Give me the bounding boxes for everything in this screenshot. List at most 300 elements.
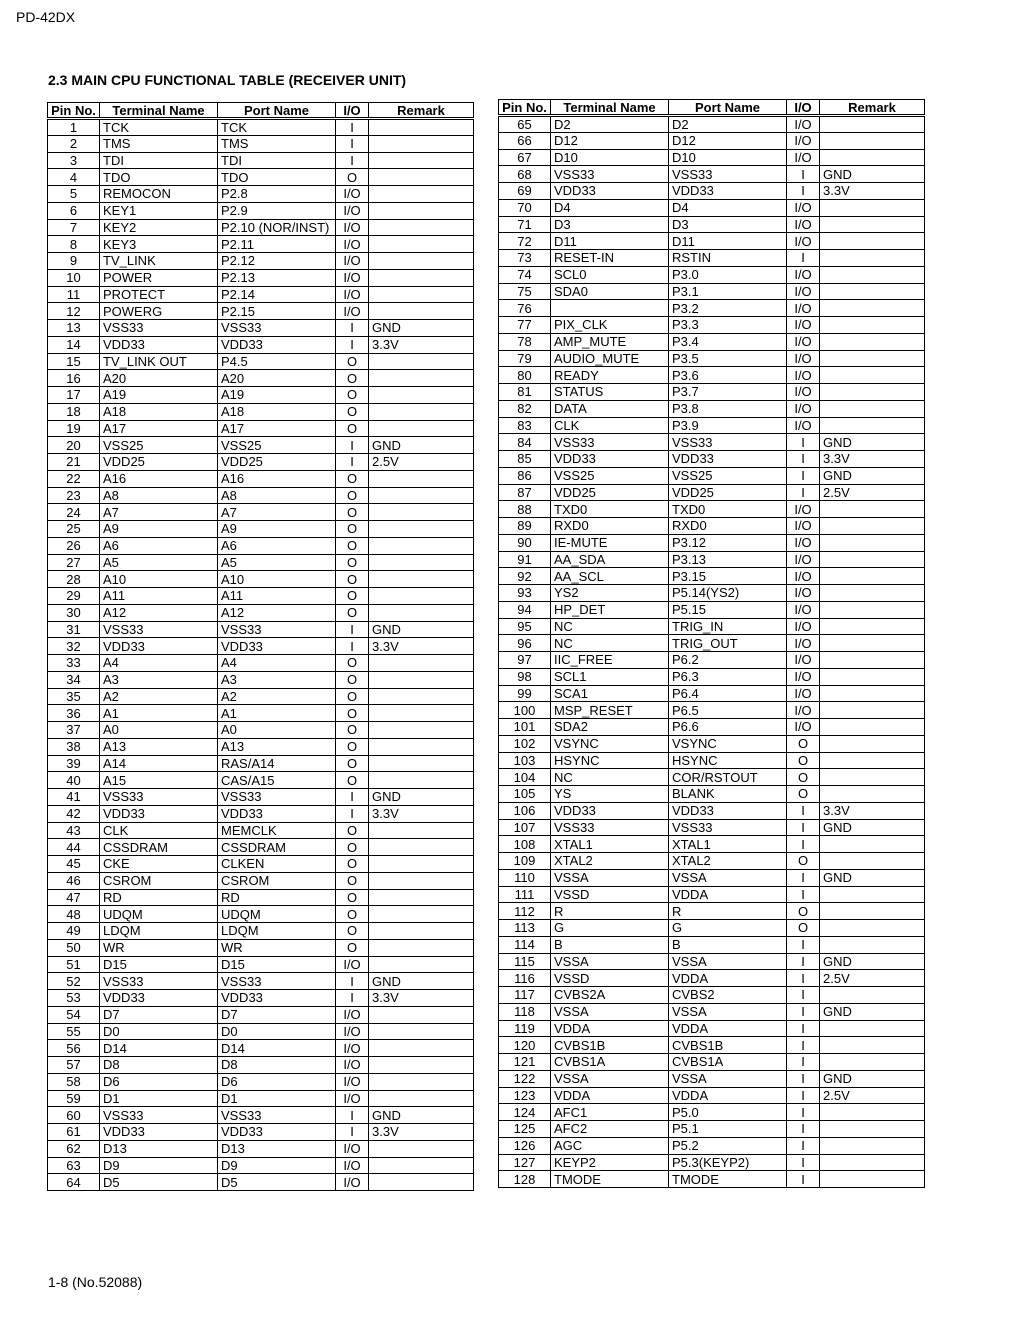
remark-cell: [820, 652, 925, 669]
table-row: [48, 805, 474, 822]
port-name-cell: P3.5: [669, 350, 787, 367]
port-name-cell: CSSDRAM: [218, 839, 336, 856]
io-cell: O: [787, 769, 820, 786]
terminal-name-cell: PIX_CLK: [551, 317, 669, 334]
port-name-cell: D13: [218, 1140, 336, 1157]
terminal-name-cell: D8: [100, 1057, 218, 1074]
io-cell: I: [336, 973, 369, 990]
remark-cell: [820, 417, 925, 434]
port-name-cell: P3.3: [669, 317, 787, 334]
table-row: [48, 705, 474, 722]
terminal-name-cell: A4: [100, 655, 218, 672]
terminal-name-cell: AFC1: [551, 1104, 669, 1121]
table-row: [499, 266, 925, 283]
terminal-name-cell: A15: [100, 772, 218, 789]
terminal-name-cell: VDD33: [551, 183, 669, 200]
table-row: [499, 317, 925, 334]
pin-no-cell: 126: [499, 1137, 551, 1154]
terminal-name-cell: VSSD: [551, 970, 669, 987]
port-name-cell: TDI: [218, 152, 336, 169]
pin-no-cell: 46: [48, 872, 100, 889]
io-cell: O: [787, 735, 820, 752]
pin-no-cell: 90: [499, 534, 551, 551]
table-row: [48, 135, 474, 152]
io-cell: I/O: [336, 253, 369, 270]
pin-no-cell: 18: [48, 403, 100, 420]
io-cell: I: [787, 1171, 820, 1188]
io-cell: I: [336, 119, 369, 136]
remark-cell: [820, 1171, 925, 1188]
terminal-name-cell: D6: [100, 1073, 218, 1090]
port-name-cell: MEMCLK: [218, 822, 336, 839]
port-name-cell: P3.6: [669, 367, 787, 384]
table-row: [499, 250, 925, 267]
io-cell: I/O: [787, 350, 820, 367]
remark-cell: GND: [369, 320, 474, 337]
terminal-name-cell: TMODE: [551, 1171, 669, 1188]
terminal-name-cell: VDDA: [551, 1087, 669, 1104]
io-cell: I/O: [336, 1040, 369, 1057]
remark-cell: [820, 786, 925, 803]
pin-no-cell: 53: [48, 990, 100, 1007]
terminal-name-cell: VSSA: [551, 869, 669, 886]
table-row: [48, 939, 474, 956]
table-row: [499, 987, 925, 1004]
table-row: [499, 1121, 925, 1138]
pin-no-cell: 93: [499, 585, 551, 602]
remark-cell: [369, 872, 474, 889]
table-row: [499, 685, 925, 702]
io-cell: I: [787, 467, 820, 484]
io-cell: O: [336, 772, 369, 789]
remark-cell: [369, 1157, 474, 1174]
terminal-name-cell: A19: [100, 387, 218, 404]
port-name-cell: P2.10 (NOR/INST): [218, 219, 336, 236]
remark-cell: [820, 216, 925, 233]
port-name-cell: VDD33: [218, 336, 336, 353]
port-name-cell: P2.15: [218, 303, 336, 320]
port-name-cell: P6.5: [669, 702, 787, 719]
terminal-name-cell: D11: [551, 233, 669, 250]
table-row: [499, 1054, 925, 1071]
table-row: [499, 1003, 925, 1020]
pin-no-cell: 125: [499, 1121, 551, 1138]
remark-cell: [820, 400, 925, 417]
col-io: I/O: [787, 100, 820, 116]
table-row: [48, 872, 474, 889]
table-row: [499, 501, 925, 518]
io-cell: I/O: [336, 219, 369, 236]
io-cell: I: [787, 836, 820, 853]
table-row: [499, 853, 925, 870]
pin-table-right: [498, 99, 925, 1188]
port-name-cell: A5: [218, 554, 336, 571]
remark-cell: [820, 1137, 925, 1154]
pin-no-cell: 71: [499, 216, 551, 233]
remark-cell: [369, 169, 474, 186]
table-row: [48, 253, 474, 270]
port-name-cell: D14: [218, 1040, 336, 1057]
pin-no-cell: 50: [48, 939, 100, 956]
remark-cell: [820, 317, 925, 334]
table-header-row: [499, 100, 925, 116]
port-name-cell: P3.7: [669, 384, 787, 401]
remark-cell: [820, 836, 925, 853]
table-row: [499, 467, 925, 484]
table-row: [48, 537, 474, 554]
table-row: [48, 454, 474, 471]
terminal-name-cell: AFC2: [551, 1121, 669, 1138]
table-row: [499, 283, 925, 300]
terminal-name-cell: TDO: [100, 169, 218, 186]
io-cell: I: [787, 451, 820, 468]
pin-no-cell: 111: [499, 886, 551, 903]
io-cell: I/O: [787, 518, 820, 535]
port-name-cell: D10: [669, 149, 787, 166]
pin-no-cell: 99: [499, 685, 551, 702]
io-cell: I/O: [336, 1140, 369, 1157]
terminal-name-cell: D10: [551, 149, 669, 166]
io-cell: O: [787, 920, 820, 937]
pin-no-cell: 100: [499, 702, 551, 719]
io-cell: I/O: [787, 417, 820, 434]
remark-cell: [369, 470, 474, 487]
terminal-name-cell: VDD33: [100, 990, 218, 1007]
pin-no-cell: 118: [499, 1003, 551, 1020]
terminal-name-cell: VSS33: [551, 819, 669, 836]
terminal-name-cell: A8: [100, 487, 218, 504]
io-cell: I/O: [787, 199, 820, 216]
pin-no-cell: 69: [499, 183, 551, 200]
io-cell: O: [336, 521, 369, 538]
io-cell: I: [787, 869, 820, 886]
terminal-name-cell: A2: [100, 688, 218, 705]
terminal-name-cell: SCL0: [551, 266, 669, 283]
table-row: [48, 119, 474, 136]
io-cell: I: [787, 886, 820, 903]
io-cell: I/O: [787, 585, 820, 602]
io-cell: I: [787, 183, 820, 200]
remark-cell: GND: [369, 789, 474, 806]
io-cell: I/O: [787, 317, 820, 334]
pin-no-cell: 105: [499, 786, 551, 803]
pin-no-cell: 102: [499, 735, 551, 752]
pin-no-cell: 55: [48, 1023, 100, 1040]
pin-no-cell: 79: [499, 350, 551, 367]
terminal-name-cell: D12: [551, 132, 669, 149]
io-cell: I/O: [787, 233, 820, 250]
terminal-name-cell: VSS25: [100, 437, 218, 454]
table-row: [499, 635, 925, 652]
io-cell: I: [787, 953, 820, 970]
port-name-cell: VSSA: [669, 1070, 787, 1087]
pin-no-cell: 124: [499, 1104, 551, 1121]
pin-no-cell: 21: [48, 454, 100, 471]
pin-no-cell: 4: [48, 169, 100, 186]
table-row: [48, 906, 474, 923]
pin-no-cell: 43: [48, 822, 100, 839]
terminal-name-cell: A13: [100, 738, 218, 755]
remark-cell: GND: [820, 467, 925, 484]
io-cell: O: [787, 752, 820, 769]
table-row: [499, 350, 925, 367]
terminal-name-cell: A16: [100, 470, 218, 487]
remark-cell: [369, 504, 474, 521]
remark-cell: GND: [369, 621, 474, 638]
remark-cell: [369, 387, 474, 404]
pin-no-cell: 107: [499, 819, 551, 836]
table-row: [48, 1057, 474, 1074]
table-row: [499, 752, 925, 769]
table-row: [48, 604, 474, 621]
port-name-cell: RD: [218, 889, 336, 906]
port-name-cell: P6.2: [669, 652, 787, 669]
pin-no-cell: 113: [499, 920, 551, 937]
remark-cell: [369, 671, 474, 688]
io-cell: I: [787, 1104, 820, 1121]
io-cell: I/O: [787, 551, 820, 568]
port-name-cell: VSS33: [669, 434, 787, 451]
remark-cell: [820, 585, 925, 602]
table-row: [499, 367, 925, 384]
remark-cell: [820, 886, 925, 903]
terminal-name-cell: A12: [100, 604, 218, 621]
table-row: [499, 1137, 925, 1154]
io-cell: I: [336, 638, 369, 655]
io-cell: I/O: [787, 116, 820, 133]
pin-no-cell: 7: [48, 219, 100, 236]
remark-cell: [820, 367, 925, 384]
pin-no-cell: 26: [48, 537, 100, 554]
remark-cell: [820, 199, 925, 216]
terminal-name-cell: KEY2: [100, 219, 218, 236]
pin-no-cell: 35: [48, 688, 100, 705]
terminal-name-cell: IE-MUTE: [551, 534, 669, 551]
port-name-cell: TRIG_IN: [669, 618, 787, 635]
table-row: [48, 822, 474, 839]
terminal-name-cell: HP_DET: [551, 601, 669, 618]
port-name-cell: VSS33: [669, 819, 787, 836]
port-name-cell: P3.0: [669, 266, 787, 283]
io-cell: I/O: [336, 1006, 369, 1023]
remark-cell: [820, 635, 925, 652]
terminal-name-cell: SDA0: [551, 283, 669, 300]
terminal-name-cell: VSSA: [551, 1070, 669, 1087]
pin-no-cell: 67: [499, 149, 551, 166]
io-cell: I/O: [336, 1023, 369, 1040]
remark-cell: 2.5V: [820, 970, 925, 987]
remark-cell: 3.3V: [369, 990, 474, 1007]
table-row: [48, 621, 474, 638]
pin-no-cell: 78: [499, 333, 551, 350]
table-row: [48, 1107, 474, 1124]
document-model: PD-42DX: [16, 9, 76, 25]
terminal-name-cell: A18: [100, 403, 218, 420]
pin-no-cell: 106: [499, 802, 551, 819]
io-cell: I: [336, 454, 369, 471]
port-name-cell: VDD33: [669, 451, 787, 468]
port-name-cell: D12: [669, 132, 787, 149]
pin-no-cell: 96: [499, 635, 551, 652]
terminal-name-cell: TMS: [100, 135, 218, 152]
terminal-name-cell: A0: [100, 722, 218, 739]
terminal-name-cell: RXD0: [551, 518, 669, 535]
port-name-cell: B: [669, 936, 787, 953]
remark-cell: [369, 269, 474, 286]
port-name-cell: A16: [218, 470, 336, 487]
terminal-name-cell: A5: [100, 554, 218, 571]
terminal-name-cell: D7: [100, 1006, 218, 1023]
port-name-cell: VDD25: [218, 454, 336, 471]
io-cell: I/O: [787, 367, 820, 384]
table-row: [499, 149, 925, 166]
pin-no-cell: 74: [499, 266, 551, 283]
remark-cell: [820, 936, 925, 953]
port-name-cell: P3.2: [669, 300, 787, 317]
remark-cell: [820, 1154, 925, 1171]
pin-no-cell: 47: [48, 889, 100, 906]
port-name-cell: P2.13: [218, 269, 336, 286]
terminal-name-cell: VDD33: [100, 805, 218, 822]
pin-no-cell: 57: [48, 1057, 100, 1074]
terminal-name-cell: DATA: [551, 400, 669, 417]
table-row: [48, 286, 474, 303]
terminal-name-cell: KEYP2: [551, 1154, 669, 1171]
table-row: [499, 836, 925, 853]
io-cell: I/O: [336, 1157, 369, 1174]
io-cell: O: [336, 571, 369, 588]
terminal-name-cell: VSS33: [100, 789, 218, 806]
pin-no-cell: 61: [48, 1124, 100, 1141]
remark-cell: GND: [820, 819, 925, 836]
terminal-name-cell: A6: [100, 537, 218, 554]
terminal-name-cell: VSSA: [551, 953, 669, 970]
terminal-name-cell: VSS33: [100, 1107, 218, 1124]
table-row: [499, 869, 925, 886]
terminal-name-cell: VSS33: [551, 434, 669, 451]
table-row: [48, 1174, 474, 1191]
remark-cell: 3.3V: [820, 183, 925, 200]
remark-cell: GND: [369, 973, 474, 990]
table-row: [48, 738, 474, 755]
port-name-cell: D2: [669, 116, 787, 133]
port-name-cell: P5.2: [669, 1137, 787, 1154]
terminal-name-cell: VDD25: [100, 454, 218, 471]
terminal-name-cell: CSROM: [100, 872, 218, 889]
port-name-cell: CVBS2: [669, 987, 787, 1004]
port-name-cell: CVBS1A: [669, 1054, 787, 1071]
pin-no-cell: 94: [499, 601, 551, 618]
port-name-cell: P2.14: [218, 286, 336, 303]
table-row: [499, 1087, 925, 1104]
io-cell: O: [336, 387, 369, 404]
pin-no-cell: 121: [499, 1054, 551, 1071]
terminal-name-cell: SCA1: [551, 685, 669, 702]
io-cell: I: [787, 970, 820, 987]
remark-cell: [820, 1037, 925, 1054]
terminal-name-cell: IIC_FREE: [551, 652, 669, 669]
table-row: [48, 269, 474, 286]
io-cell: I: [787, 1137, 820, 1154]
terminal-name-cell: POWERG: [100, 303, 218, 320]
io-cell: O: [336, 872, 369, 889]
port-name-cell: VSS33: [218, 789, 336, 806]
io-cell: I/O: [787, 216, 820, 233]
table-row: [499, 585, 925, 602]
io-cell: O: [336, 353, 369, 370]
io-cell: O: [336, 420, 369, 437]
table-row: [499, 702, 925, 719]
port-name-cell: VDD33: [218, 638, 336, 655]
port-name-cell: CAS/A15: [218, 772, 336, 789]
pin-no-cell: 122: [499, 1070, 551, 1087]
io-cell: I/O: [336, 269, 369, 286]
terminal-name-cell: XTAL2: [551, 853, 669, 870]
io-cell: O: [336, 655, 369, 672]
io-cell: I: [336, 135, 369, 152]
port-name-cell: D8: [218, 1057, 336, 1074]
remark-cell: GND: [369, 1107, 474, 1124]
terminal-name-cell: D4: [551, 199, 669, 216]
terminal-name-cell: VSSD: [551, 886, 669, 903]
terminal-name-cell: G: [551, 920, 669, 937]
io-cell: I/O: [787, 601, 820, 618]
port-name-cell: P3.15: [669, 568, 787, 585]
io-cell: O: [336, 705, 369, 722]
io-cell: I/O: [787, 652, 820, 669]
pin-no-cell: 20: [48, 437, 100, 454]
io-cell: O: [336, 588, 369, 605]
table-row: [499, 769, 925, 786]
pin-no-cell: 48: [48, 906, 100, 923]
table-row: [48, 671, 474, 688]
table-row: [499, 116, 925, 133]
terminal-name-cell: CVBS2A: [551, 987, 669, 1004]
table-row: [48, 236, 474, 253]
port-name-cell: XTAL2: [669, 853, 787, 870]
remark-cell: [820, 333, 925, 350]
remark-cell: GND: [820, 1070, 925, 1087]
pin-table-left: [47, 102, 474, 1191]
terminal-name-cell: TV_LINK OUT: [100, 353, 218, 370]
port-name-cell: VDD33: [669, 183, 787, 200]
io-cell: O: [787, 853, 820, 870]
table-row: [48, 789, 474, 806]
remark-cell: [820, 1020, 925, 1037]
remark-cell: [369, 688, 474, 705]
io-cell: I: [787, 166, 820, 183]
terminal-name-cell: A3: [100, 671, 218, 688]
port-name-cell: D11: [669, 233, 787, 250]
table-row: [48, 554, 474, 571]
remark-cell: [369, 856, 474, 873]
remark-cell: [820, 551, 925, 568]
terminal-name-cell: CSSDRAM: [100, 839, 218, 856]
table-row: [48, 973, 474, 990]
port-name-cell: P6.6: [669, 719, 787, 736]
pin-no-cell: 3: [48, 152, 100, 169]
port-name-cell: P2.11: [218, 236, 336, 253]
pin-no-cell: 32: [48, 638, 100, 655]
table-row: [499, 333, 925, 350]
remark-cell: [369, 370, 474, 387]
col-remark: Remark: [820, 100, 925, 116]
table-row: [499, 970, 925, 987]
remark-cell: 2.5V: [820, 484, 925, 501]
terminal-name-cell: VSS33: [100, 973, 218, 990]
pin-no-cell: 82: [499, 400, 551, 417]
pin-table-left-body: [48, 119, 474, 1191]
